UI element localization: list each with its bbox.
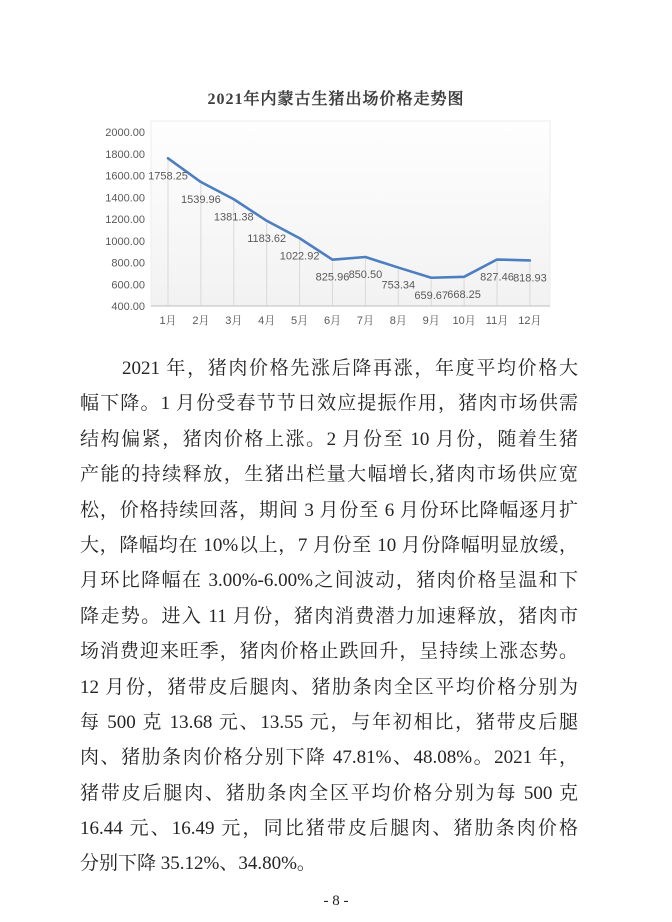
x-axis-tick-label: 12月 — [518, 315, 542, 327]
paragraph-line: 每 500 克 13.68 元、13.55 元，与年初相比，猪带皮后腿 — [80, 711, 578, 733]
x-axis-tick-label: 2月 — [192, 315, 210, 327]
data-point-label: 1183.62 — [247, 232, 287, 245]
chart-title: 2021年内蒙古生猪出场价格走势图 — [207, 91, 465, 108]
paragraph-line: 幅下降。1 月份受春节节日效应提振作用，猪肉市场供需 — [80, 393, 578, 415]
data-point-label: 1539.96 — [181, 194, 221, 207]
paragraph-line: 降走势。进入 11 月份，猪肉消费潜力加速释放，猪肉市 — [80, 605, 578, 627]
y-axis-tick-label: 800.00 — [111, 257, 145, 270]
y-axis-tick-label: 2000.00 — [105, 127, 145, 139]
paragraph-line: 肉、猪肋条肉价格分别下降 47.81%、48.08%。2021 年， — [80, 747, 578, 769]
y-axis-tick-label: 1600.00 — [105, 170, 145, 183]
y-axis-tick-label: 1800.00 — [105, 148, 145, 161]
pig-price-line-chart — [85, 120, 572, 332]
paragraph-line: 16.44 元、16.49 元，同比猪带皮后腿肉、猪肋条肉价格 — [80, 818, 578, 840]
data-point-label: 818.93 — [513, 272, 547, 285]
paragraph-line: 猪带皮后腿肉、猪肋条肉全区平均价格分别为每 500 克 — [80, 782, 578, 804]
x-axis-tick-label: 4月 — [258, 315, 276, 327]
y-axis-tick-label: 1200.00 — [105, 214, 145, 226]
x-axis-tick-label: 8月 — [389, 315, 407, 327]
x-axis-tick-label: 3月 — [225, 315, 243, 327]
x-axis-tick-label: 6月 — [323, 315, 342, 327]
y-axis-tick-label: 400.00 — [111, 301, 145, 313]
paragraph-line: 月环比降幅在 3.00%-6.00%之间波动，猪肉价格呈温和下 — [80, 570, 578, 592]
x-axis-tick-label: 11月 — [485, 315, 509, 327]
x-axis-tick-label: 7月 — [356, 315, 374, 327]
data-point-label: 1381.38 — [213, 211, 254, 224]
paragraph-line: 分别下降 35.12%、34.80%。 — [80, 853, 316, 875]
page-number: - 8 - — [323, 893, 349, 909]
paragraph-line: 松，价格持续回落，期间 3 月份至 6 月份环比降幅逐月扩 — [80, 499, 578, 521]
data-point-label: 1022.92 — [279, 250, 320, 263]
x-axis-tick-label: 1月 — [159, 315, 177, 327]
data-point-label: 825.96 — [315, 271, 350, 284]
paragraph-line: 产能的持续释放，生猪出栏量大幅增长,猪肉市场供应宽 — [80, 464, 578, 486]
y-axis-tick-label: 1400.00 — [105, 192, 145, 205]
body-paragraph — [80, 351, 578, 882]
paragraph-line: 结构偏紧，猪肉价格上涨。2 月份至 10 月份，随着生猪 — [80, 428, 578, 450]
data-point-label: 850.50 — [348, 269, 383, 282]
paragraph-line: 2021 年，猪肉价格先涨后降再涨，年度平均价格大 — [122, 358, 578, 379]
data-point-label: 659.67 — [414, 289, 449, 302]
data-point-label: 827.46 — [480, 271, 514, 284]
x-axis-tick-label: 9月 — [422, 315, 440, 327]
paragraph-line: 大，降幅均在 10%以上，7 月份至 10 月份降幅明显放缓， — [80, 534, 578, 556]
x-axis-tick-label: 5月 — [291, 315, 309, 327]
paragraph-line: 12 月份，猪带皮后腿肉、猪肋条肉全区平均价格分别为 — [80, 676, 578, 698]
y-axis-tick-label: 1000.00 — [105, 235, 145, 248]
x-axis-tick-label: 10月 — [452, 315, 476, 327]
data-point-label: 1758.25 — [148, 170, 188, 183]
data-point-label: 668.25 — [447, 288, 481, 301]
y-axis-tick-label: 600.00 — [111, 279, 145, 292]
data-point-label: 753.34 — [381, 279, 416, 292]
paragraph-line: 场消费迎来旺季，猪肉价格止跌回升，呈持续上涨态势。 — [80, 641, 578, 663]
